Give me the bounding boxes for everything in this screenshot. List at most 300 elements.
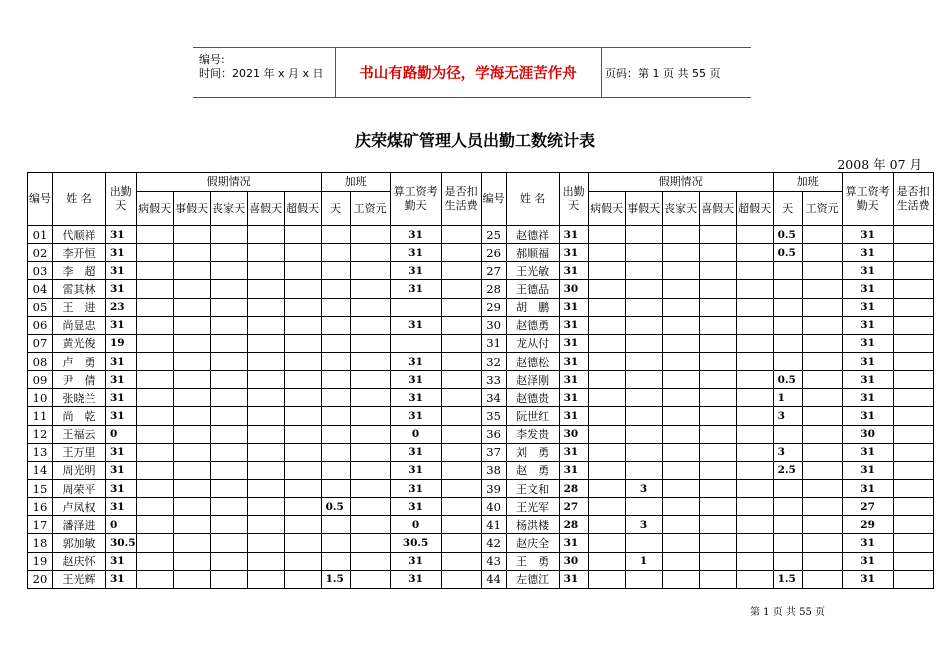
row-sick bbox=[136, 262, 173, 280]
row-funeral bbox=[662, 298, 699, 316]
col-attendance: 出勤天 bbox=[559, 173, 588, 226]
row-number: 31 bbox=[481, 334, 506, 352]
row-deduct bbox=[441, 552, 481, 570]
row-ot-days bbox=[773, 280, 802, 298]
row-wedding bbox=[247, 298, 284, 316]
col-overtime-group: 加班 bbox=[773, 173, 842, 192]
row-number: 03 bbox=[28, 262, 53, 280]
row-funeral bbox=[662, 316, 699, 334]
row-wedding bbox=[247, 570, 284, 588]
row-deduct bbox=[441, 461, 481, 479]
row-ot-wage bbox=[802, 316, 842, 334]
row-ot-days: 3 bbox=[773, 443, 802, 461]
row-funeral bbox=[662, 443, 699, 461]
row-ot-wage bbox=[350, 516, 390, 534]
row-name: 王德品 bbox=[506, 280, 559, 298]
row-wedding bbox=[699, 443, 736, 461]
row-name: 尚显忠 bbox=[53, 316, 106, 334]
row-personal bbox=[173, 552, 210, 570]
row-ot-days bbox=[773, 498, 802, 516]
row-over-leave bbox=[284, 298, 321, 316]
row-deduct bbox=[893, 280, 933, 298]
row-wedding bbox=[699, 316, 736, 334]
row-name: 卢 勇 bbox=[53, 352, 106, 370]
row-ot-wage bbox=[802, 479, 842, 497]
row-wedding bbox=[699, 479, 736, 497]
row-wage-days: 31 bbox=[842, 552, 893, 570]
row-sick bbox=[136, 479, 173, 497]
row-number: 05 bbox=[28, 298, 53, 316]
row-deduct bbox=[893, 552, 933, 570]
row-attendance: 23 bbox=[106, 298, 137, 316]
row-deduct bbox=[441, 334, 481, 352]
col-attendance: 出勤天 bbox=[106, 173, 137, 226]
row-over-leave bbox=[736, 552, 773, 570]
row-wage-days: 31 bbox=[390, 316, 441, 334]
row-deduct bbox=[893, 407, 933, 425]
row-number: 42 bbox=[481, 534, 506, 552]
row-number: 44 bbox=[481, 570, 506, 588]
table-row bbox=[28, 498, 934, 516]
row-wedding bbox=[699, 407, 736, 425]
col-ot-days: 天 bbox=[321, 192, 350, 226]
row-personal bbox=[173, 570, 210, 588]
row-ot-wage bbox=[350, 570, 390, 588]
row-deduct bbox=[441, 352, 481, 370]
row-sick bbox=[136, 226, 173, 244]
row-sick bbox=[136, 316, 173, 334]
row-number: 09 bbox=[28, 371, 53, 389]
row-wedding bbox=[247, 280, 284, 298]
row-personal bbox=[625, 461, 662, 479]
row-ot-days bbox=[321, 461, 350, 479]
row-funeral bbox=[210, 552, 247, 570]
row-over-leave bbox=[284, 280, 321, 298]
row-attendance: 0 bbox=[106, 516, 137, 534]
row-sick bbox=[136, 534, 173, 552]
row-funeral bbox=[662, 498, 699, 516]
row-name: 雷其林 bbox=[53, 280, 106, 298]
row-attendance: 31 bbox=[106, 352, 137, 370]
row-deduct bbox=[893, 334, 933, 352]
row-ot-days bbox=[321, 280, 350, 298]
row-attendance: 31 bbox=[559, 389, 588, 407]
row-wage-days: 31 bbox=[390, 461, 441, 479]
row-wage-days: 31 bbox=[390, 280, 441, 298]
row-deduct bbox=[441, 407, 481, 425]
row-attendance: 31 bbox=[106, 552, 137, 570]
row-wedding bbox=[247, 389, 284, 407]
row-ot-wage bbox=[350, 262, 390, 280]
table-row bbox=[28, 570, 934, 588]
row-number: 13 bbox=[28, 443, 53, 461]
row-attendance: 31 bbox=[559, 226, 588, 244]
row-wedding bbox=[699, 280, 736, 298]
document-header bbox=[193, 47, 751, 98]
row-funeral bbox=[210, 334, 247, 352]
row-wage-days: 31 bbox=[390, 389, 441, 407]
row-attendance: 28 bbox=[559, 516, 588, 534]
row-ot-wage bbox=[802, 443, 842, 461]
row-funeral bbox=[662, 534, 699, 552]
row-ot-days bbox=[321, 352, 350, 370]
row-wedding bbox=[247, 516, 284, 534]
row-wage-days: 31 bbox=[842, 334, 893, 352]
row-over-leave bbox=[736, 534, 773, 552]
row-deduct bbox=[441, 371, 481, 389]
row-personal bbox=[173, 389, 210, 407]
row-sick bbox=[588, 407, 625, 425]
row-wedding bbox=[247, 244, 284, 262]
row-name: 左德江 bbox=[506, 570, 559, 588]
row-sick bbox=[136, 389, 173, 407]
row-ot-days: 0.5 bbox=[321, 498, 350, 516]
row-name: 周光明 bbox=[53, 461, 106, 479]
row-funeral bbox=[210, 425, 247, 443]
col-sick: 病假天 bbox=[136, 192, 173, 226]
row-attendance: 19 bbox=[106, 334, 137, 352]
table-row bbox=[28, 534, 934, 552]
row-number: 29 bbox=[481, 298, 506, 316]
col-personal: 事假天 bbox=[625, 192, 662, 226]
row-number: 39 bbox=[481, 479, 506, 497]
report-date: 2008 年 07 月 bbox=[837, 157, 922, 172]
row-over-leave bbox=[736, 389, 773, 407]
row-over-leave bbox=[284, 552, 321, 570]
row-sick bbox=[588, 352, 625, 370]
row-over-leave bbox=[284, 425, 321, 443]
row-ot-days: 1 bbox=[773, 389, 802, 407]
table-row bbox=[28, 371, 934, 389]
row-ot-days bbox=[773, 316, 802, 334]
row-wedding bbox=[247, 425, 284, 443]
row-over-leave bbox=[284, 371, 321, 389]
row-over-leave bbox=[284, 479, 321, 497]
row-wage-days: 31 bbox=[842, 534, 893, 552]
row-funeral bbox=[662, 389, 699, 407]
row-over-leave bbox=[284, 534, 321, 552]
row-wage-days bbox=[390, 298, 441, 316]
row-ot-days bbox=[773, 334, 802, 352]
row-wedding bbox=[699, 352, 736, 370]
row-ot-wage bbox=[802, 407, 842, 425]
row-number: 26 bbox=[481, 244, 506, 262]
row-funeral bbox=[662, 425, 699, 443]
row-over-leave bbox=[736, 498, 773, 516]
row-attendance: 31 bbox=[106, 316, 137, 334]
row-wedding bbox=[699, 461, 736, 479]
row-over-leave bbox=[736, 425, 773, 443]
row-personal bbox=[173, 262, 210, 280]
row-attendance: 31 bbox=[559, 371, 588, 389]
row-personal bbox=[625, 244, 662, 262]
row-ot-days: 1.5 bbox=[773, 570, 802, 588]
row-ot-wage bbox=[350, 244, 390, 262]
row-funeral bbox=[662, 244, 699, 262]
row-funeral bbox=[210, 516, 247, 534]
row-wedding bbox=[699, 262, 736, 280]
row-attendance: 31 bbox=[559, 443, 588, 461]
row-personal bbox=[625, 371, 662, 389]
row-number: 28 bbox=[481, 280, 506, 298]
row-deduct bbox=[441, 244, 481, 262]
row-sick bbox=[588, 443, 625, 461]
row-deduct bbox=[441, 316, 481, 334]
attendance-table bbox=[27, 172, 934, 589]
row-over-leave bbox=[736, 226, 773, 244]
row-personal bbox=[625, 534, 662, 552]
row-sick bbox=[136, 298, 173, 316]
row-deduct bbox=[441, 425, 481, 443]
row-wedding bbox=[699, 534, 736, 552]
row-sick bbox=[136, 244, 173, 262]
row-over-leave bbox=[284, 262, 321, 280]
row-number: 15 bbox=[28, 479, 53, 497]
table-row bbox=[28, 244, 934, 262]
row-deduct bbox=[441, 534, 481, 552]
row-deduct bbox=[893, 516, 933, 534]
row-sick bbox=[588, 262, 625, 280]
table-row bbox=[28, 352, 934, 370]
row-ot-days: 3 bbox=[773, 407, 802, 425]
row-funeral bbox=[662, 552, 699, 570]
row-number: 35 bbox=[481, 407, 506, 425]
row-over-leave bbox=[284, 244, 321, 262]
row-over-leave bbox=[284, 226, 321, 244]
row-personal: 1 bbox=[625, 552, 662, 570]
row-ot-days bbox=[773, 552, 802, 570]
row-sick bbox=[588, 316, 625, 334]
header-page-info: 页码：第 1 页 共 55 页 bbox=[605, 66, 721, 80]
row-sick bbox=[588, 570, 625, 588]
row-funeral bbox=[210, 280, 247, 298]
row-attendance: 27 bbox=[559, 498, 588, 516]
row-number: 06 bbox=[28, 316, 53, 334]
row-name: 郝顺福 bbox=[506, 244, 559, 262]
row-sick bbox=[588, 371, 625, 389]
row-ot-wage bbox=[802, 298, 842, 316]
row-personal bbox=[625, 407, 662, 425]
row-sick bbox=[588, 280, 625, 298]
row-ot-days bbox=[773, 534, 802, 552]
row-ot-days bbox=[321, 552, 350, 570]
row-funeral bbox=[662, 334, 699, 352]
row-ot-wage bbox=[350, 352, 390, 370]
row-wage-days bbox=[390, 334, 441, 352]
row-personal bbox=[625, 425, 662, 443]
row-attendance: 31 bbox=[106, 498, 137, 516]
row-funeral bbox=[210, 389, 247, 407]
col-ot-wage: 工资元 bbox=[802, 192, 842, 226]
row-name: 张晓兰 bbox=[53, 389, 106, 407]
table-body bbox=[28, 226, 934, 589]
col-over-leave: 超假天 bbox=[736, 192, 773, 226]
row-attendance: 31 bbox=[106, 226, 137, 244]
row-deduct bbox=[441, 498, 481, 516]
row-personal bbox=[625, 443, 662, 461]
row-funeral bbox=[210, 316, 247, 334]
col-leave-group: 假期情况 bbox=[136, 173, 321, 192]
page-footer: 第 1 页 共 55 页 bbox=[750, 607, 825, 618]
row-attendance: 31 bbox=[106, 479, 137, 497]
row-sick bbox=[588, 552, 625, 570]
row-ot-wage bbox=[802, 334, 842, 352]
row-funeral bbox=[210, 371, 247, 389]
row-ot-days bbox=[773, 262, 802, 280]
row-attendance: 31 bbox=[559, 461, 588, 479]
row-ot-days bbox=[773, 352, 802, 370]
row-funeral bbox=[210, 262, 247, 280]
row-number: 02 bbox=[28, 244, 53, 262]
row-deduct bbox=[441, 280, 481, 298]
row-name: 赵庆全 bbox=[506, 534, 559, 552]
col-wedding: 喜假天 bbox=[247, 192, 284, 226]
row-personal bbox=[173, 498, 210, 516]
col-personal: 事假天 bbox=[173, 192, 210, 226]
row-name: 黄光俊 bbox=[53, 334, 106, 352]
row-wedding bbox=[699, 570, 736, 588]
col-funeral: 丧家天 bbox=[210, 192, 247, 226]
row-wedding bbox=[699, 498, 736, 516]
row-wedding bbox=[699, 552, 736, 570]
row-ot-days bbox=[321, 407, 350, 425]
col-ot-wage: 工资元 bbox=[350, 192, 390, 226]
number-label: 编号: bbox=[199, 53, 225, 66]
row-number: 37 bbox=[481, 443, 506, 461]
row-name: 代顺祥 bbox=[53, 226, 106, 244]
row-sick bbox=[136, 352, 173, 370]
col-deduct: 是否扣生活费 bbox=[441, 173, 481, 226]
row-funeral bbox=[210, 407, 247, 425]
row-number: 07 bbox=[28, 334, 53, 352]
row-personal bbox=[173, 443, 210, 461]
row-deduct bbox=[893, 298, 933, 316]
row-personal bbox=[173, 479, 210, 497]
row-personal bbox=[173, 316, 210, 334]
row-number: 32 bbox=[481, 352, 506, 370]
row-over-leave bbox=[736, 244, 773, 262]
row-ot-wage bbox=[350, 425, 390, 443]
row-ot-wage bbox=[802, 389, 842, 407]
row-wedding bbox=[699, 244, 736, 262]
row-wage-days: 31 bbox=[842, 407, 893, 425]
row-personal bbox=[625, 280, 662, 298]
row-number: 04 bbox=[28, 280, 53, 298]
col-name: 姓 名 bbox=[53, 173, 106, 226]
row-attendance: 31 bbox=[559, 244, 588, 262]
row-wage-days: 31 bbox=[842, 244, 893, 262]
row-deduct bbox=[893, 389, 933, 407]
row-ot-days bbox=[773, 425, 802, 443]
row-wage-days: 30.5 bbox=[390, 534, 441, 552]
row-over-leave bbox=[284, 443, 321, 461]
row-name: 王福云 bbox=[53, 425, 106, 443]
row-wage-days: 31 bbox=[390, 352, 441, 370]
row-ot-wage bbox=[802, 226, 842, 244]
row-name: 赵德祥 bbox=[506, 226, 559, 244]
row-ot-days bbox=[321, 371, 350, 389]
row-funeral bbox=[210, 244, 247, 262]
row-number: 10 bbox=[28, 389, 53, 407]
table-row bbox=[28, 407, 934, 425]
row-over-leave bbox=[736, 407, 773, 425]
row-name: 杨洪楼 bbox=[506, 516, 559, 534]
row-name: 李发贵 bbox=[506, 425, 559, 443]
row-number: 18 bbox=[28, 534, 53, 552]
row-attendance: 31 bbox=[106, 407, 137, 425]
row-name: 王 勇 bbox=[506, 552, 559, 570]
row-deduct bbox=[893, 226, 933, 244]
row-wedding bbox=[699, 389, 736, 407]
row-funeral bbox=[210, 352, 247, 370]
row-over-leave bbox=[284, 461, 321, 479]
row-wage-days: 31 bbox=[390, 443, 441, 461]
row-ot-wage bbox=[802, 570, 842, 588]
row-ot-wage bbox=[350, 226, 390, 244]
row-deduct bbox=[441, 226, 481, 244]
row-attendance: 31 bbox=[106, 371, 137, 389]
table-row bbox=[28, 552, 934, 570]
row-number: 19 bbox=[28, 552, 53, 570]
row-attendance: 0 bbox=[106, 425, 137, 443]
col-deduct: 是否扣生活费 bbox=[893, 173, 933, 226]
row-ot-days bbox=[321, 425, 350, 443]
row-personal bbox=[173, 298, 210, 316]
row-name: 赵德勇 bbox=[506, 316, 559, 334]
row-sick bbox=[136, 552, 173, 570]
row-sick bbox=[588, 334, 625, 352]
row-ot-wage bbox=[802, 262, 842, 280]
row-sick bbox=[588, 226, 625, 244]
row-wage-days: 31 bbox=[842, 226, 893, 244]
row-number: 36 bbox=[481, 425, 506, 443]
row-wedding bbox=[247, 334, 284, 352]
row-name: 王文和 bbox=[506, 479, 559, 497]
row-wage-days: 31 bbox=[842, 262, 893, 280]
row-name: 王光敏 bbox=[506, 262, 559, 280]
row-funeral bbox=[662, 262, 699, 280]
table-row bbox=[28, 262, 934, 280]
row-name: 王光辉 bbox=[53, 570, 106, 588]
row-wage-days: 31 bbox=[390, 552, 441, 570]
row-over-leave bbox=[284, 316, 321, 334]
row-wedding bbox=[699, 425, 736, 443]
row-ot-wage bbox=[350, 479, 390, 497]
row-attendance: 30 bbox=[559, 425, 588, 443]
row-sick bbox=[588, 298, 625, 316]
row-ot-wage bbox=[350, 316, 390, 334]
row-attendance: 31 bbox=[559, 407, 588, 425]
row-ot-days bbox=[773, 516, 802, 534]
row-personal bbox=[625, 352, 662, 370]
row-funeral bbox=[662, 407, 699, 425]
row-sick bbox=[136, 280, 173, 298]
row-sick bbox=[136, 443, 173, 461]
row-ot-days bbox=[321, 226, 350, 244]
row-ot-days bbox=[321, 443, 350, 461]
row-over-leave bbox=[284, 516, 321, 534]
row-ot-days bbox=[321, 534, 350, 552]
row-number: 08 bbox=[28, 352, 53, 370]
row-attendance: 31 bbox=[106, 262, 137, 280]
row-ot-wage bbox=[802, 352, 842, 370]
row-wedding bbox=[247, 498, 284, 516]
row-personal bbox=[173, 534, 210, 552]
row-wedding bbox=[699, 334, 736, 352]
row-over-leave bbox=[284, 498, 321, 516]
row-number: 38 bbox=[481, 461, 506, 479]
row-wage-days: 31 bbox=[842, 371, 893, 389]
